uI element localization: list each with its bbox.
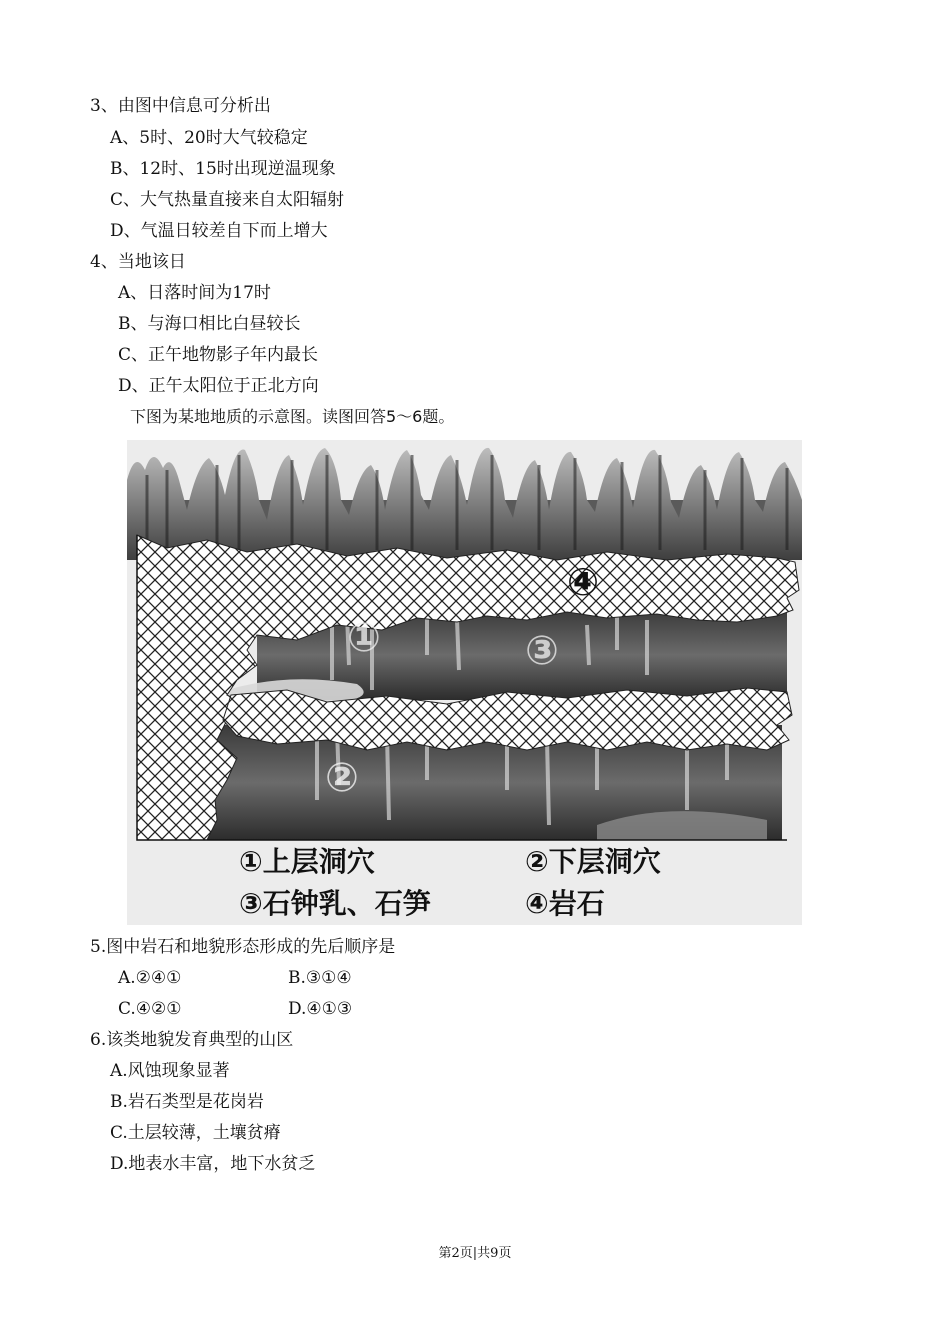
- legend-stalactite: ③石钟乳、石笋: [239, 887, 431, 920]
- label-3: ③: [525, 628, 559, 674]
- q6-option-a: A.风蚀现象显著: [110, 1061, 230, 1081]
- q5-option-c: C.④②①: [118, 999, 182, 1019]
- q4-option-c: C、正午地物影子年内最长: [118, 345, 319, 365]
- q6-option-d: D.地表水丰富，地下水贫乏: [110, 1154, 316, 1174]
- q6-stem: 6.该类地貌发育典型的山区: [90, 1030, 294, 1050]
- q6-option-b: B.岩石类型是花岗岩: [110, 1092, 264, 1112]
- q5-option-b: B.③①④: [288, 968, 352, 988]
- q4-option-a: A、日落时间为17时: [118, 283, 271, 303]
- q4-option-d: D、正午太阳位于正北方向: [118, 376, 319, 396]
- q6-option-c: C.土层较薄，土壤贫瘠: [110, 1123, 281, 1143]
- cave-diagram: [127, 440, 802, 925]
- legend-upper-cave: ①上层洞穴: [239, 845, 375, 878]
- geology-figure: [127, 440, 802, 925]
- page-footer: 第2页|共9页: [438, 1246, 512, 1261]
- q5-option-a: A.②④①: [118, 968, 182, 988]
- q4-stem: 4、当地该日: [90, 252, 186, 272]
- q3-stem: 3、由图中信息可分析出: [90, 96, 271, 116]
- label-2: ②: [325, 755, 359, 801]
- figure-intro: 下图为某地地质的示意图。读图回答5～6题。: [130, 407, 455, 426]
- q3-option-a: A、5时、20时大气较稳定: [110, 128, 308, 148]
- q3-option-d: D、气温日较差自下而上增大: [110, 221, 328, 241]
- q3-option-c: C、大气热量直接来自太阳辐射: [110, 190, 345, 210]
- legend-lower-cave: ②下层洞穴: [525, 845, 661, 878]
- q4-option-b: B、与海口相比白昼较长: [118, 314, 301, 334]
- q5-option-d: D.④①③: [288, 999, 353, 1019]
- label-4: ④: [567, 560, 600, 604]
- karst-peaks: [127, 448, 802, 560]
- label-1: ①: [347, 615, 381, 661]
- legend-rock: ④岩石: [525, 887, 605, 920]
- q3-option-b: B、12时、15时出现逆温现象: [110, 159, 336, 179]
- q5-stem: 5.图中岩石和地貌形态形成的先后顺序是: [90, 937, 396, 957]
